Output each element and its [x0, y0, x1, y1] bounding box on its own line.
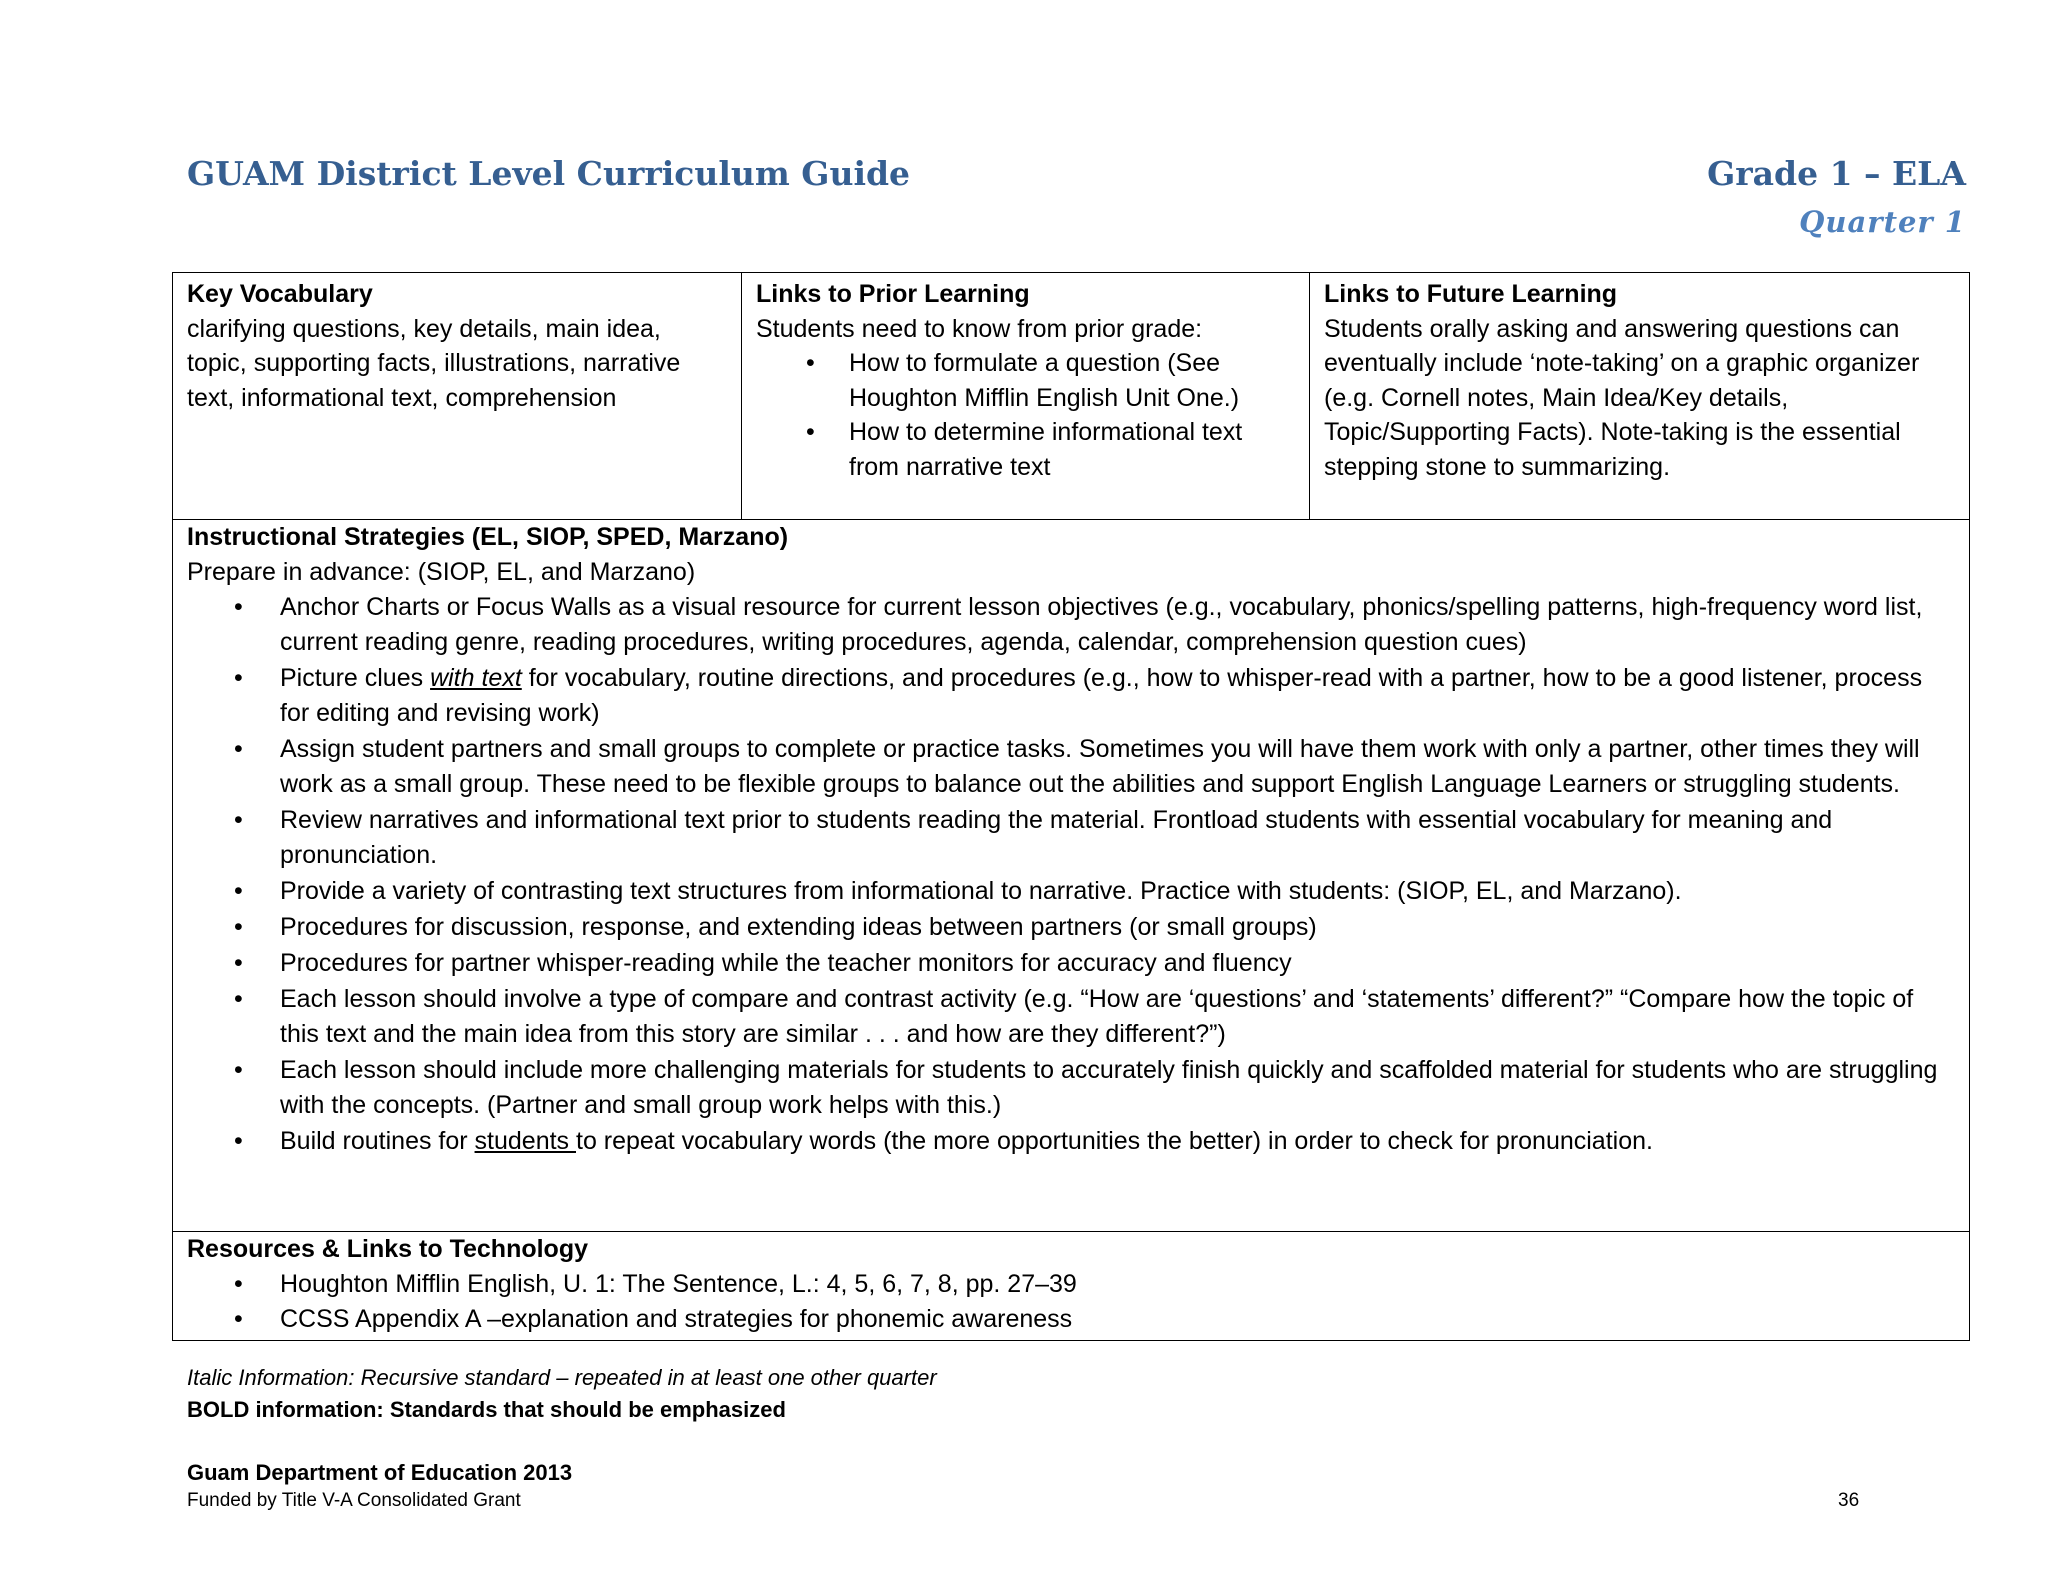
footer-department: Guam Department of Education 2013 — [187, 1460, 573, 1485]
grade-label: Grade 1 – ELA — [1707, 154, 1966, 193]
resources-heading: Resources & Links to Technology — [187, 1235, 589, 1263]
strategies-list — [187, 590, 1955, 1159]
strategies-intro: Prepare in advance: (SIOP, EL, and Marzano) — [187, 558, 696, 586]
resources-list — [187, 1267, 1955, 1337]
item-text: Build routines for — [280, 1127, 475, 1155]
list-item: • Assign student partners and small groups to complete or practice tasks. Sometimes you will have them work with only a partner, other times they will work as a small group. These need to be flexible groups to balance out the abilities and support English Language Learners or struggling students. — [187, 732, 1955, 802]
list-item: • Review narratives and informational text prior to students reading the material. Frontload students with essential vocabulary for meaning and pronunciation. — [187, 803, 1955, 873]
list-item — [187, 1124, 1955, 1159]
learning-links-row — [173, 273, 1969, 520]
list-item: • Procedures for partner whisper-reading while the teacher monitors for accuracy and fluency — [187, 946, 1955, 981]
prior-learning-heading: Links to Prior Learning — [756, 280, 1030, 308]
underlined-text: students — [474, 1127, 576, 1155]
footer-funding: Funded by Title V-A Consolidated Grant — [187, 1490, 521, 1511]
key-vocabulary-heading: Key Vocabulary — [187, 280, 373, 308]
list-item: • Each lesson should involve a type of compare and contrast activity (e.g. “How are ‘questions’ and ‘statements’ different?” “Compare how the topic of this text and the main idea from this story are similar . . . and how are they different?”) — [187, 982, 1955, 1052]
list-item: • Provide a variety of contrasting text structures from informational to narrative. Practice with students: (SIOP, EL, and Marzano). — [187, 874, 1955, 909]
item-text: to repeat vocabulary words (the more opportunities the better) in order to check for pronunciation. — [576, 1127, 1653, 1155]
strategies-heading: Instructional Strategies (EL, SIOP, SPED, Marzano) — [187, 523, 789, 551]
list-item: • CCSS Appendix A –explanation and strategies for phonemic awareness — [187, 1302, 1955, 1337]
page-number: 36 — [1838, 1490, 1860, 1511]
prior-learning-list — [756, 346, 1295, 484]
future-learning-text: Students orally asking and answering questions can eventually include ‘note-taking’ on a graphic organizer (e.g. Cornell notes, Main Idea/Key details, Topic/Supporting Facts). Note-taking is the essential stepping stone to summarizing. — [1324, 314, 1920, 481]
future-learning-cell — [1310, 273, 1969, 519]
future-learning-heading: Links to Future Learning — [1324, 280, 1618, 308]
prior-learning-cell — [742, 273, 1310, 519]
list-item: • Each lesson should include more challenging materials for students to accurately finish quickly and scaffolded material for students who are struggling with the concepts. (Partner and small group work helps with this.) — [187, 1053, 1955, 1123]
document-title: GUAM District Level Curriculum Guide — [187, 154, 911, 193]
list-item: • Houghton Mifflin English, U. 1: The Sentence, L.: 4, 5, 6, 7, 8, pp. 27–39 — [187, 1267, 1955, 1302]
key-vocabulary-text: clarifying questions, key details, main idea, topic, supporting facts, illustrations, narrative text, informational text, comprehension — [187, 314, 681, 412]
item-text: for vocabulary, routine directions, and procedures (e.g., how to whisper-read with a partner, how to be a good listener, process for editing and revising work) — [280, 664, 1923, 727]
list-item: • Procedures for discussion, response, and extending ideas between partners (or small groups) — [187, 910, 1955, 945]
list-item: • How to determine informational text from narrative text — [756, 415, 1295, 484]
instructional-strategies-cell — [173, 520, 1969, 1232]
key-vocabulary-cell — [173, 273, 742, 519]
quarter-label: Quarter 1 — [1799, 205, 1966, 239]
list-item: • How to formulate a question (See Houghton Mifflin English Unit One.) — [756, 346, 1295, 415]
bold-legend-note: BOLD information: Standards that should be emphasized — [187, 1397, 786, 1422]
prior-learning-intro: Students need to know from prior grade: — [756, 314, 1203, 343]
list-item — [187, 661, 1955, 731]
italic-legend-note: Italic Information: Recursive standard – repeated in at least one other quarter — [187, 1365, 937, 1390]
list-item: • Anchor Charts or Focus Walls as a visual resource for current lesson objectives (e.g., vocabulary, phonics/spelling patterns, high-frequency word list, current reading genre, reading procedures, writing procedures, agenda, calendar, comprehension question cues) — [187, 590, 1955, 660]
curriculum-table — [172, 272, 1970, 1341]
item-text: Picture clues — [280, 664, 431, 692]
emphasized-text: with text — [430, 664, 522, 692]
resources-cell — [173, 1232, 1969, 1340]
